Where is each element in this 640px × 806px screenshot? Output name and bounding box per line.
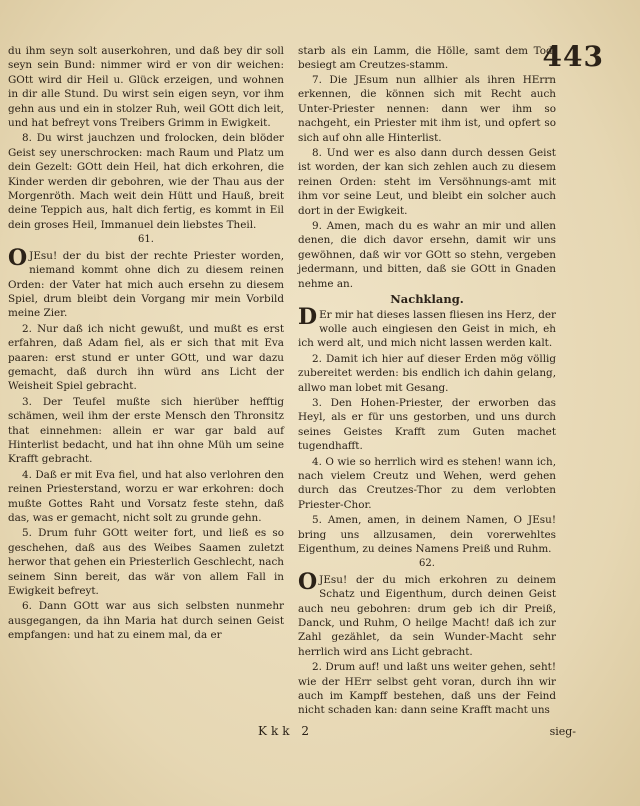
- left-column: [8, 44, 284, 644]
- verse: 5. Amen, amen, in deinem Namen, O JEsu! bring uns allzusamen, dein vorerwehltes Eigenthum, zu deines Namens Preiß und Ruhm.: [298, 514, 556, 555]
- hymn-opening-verse: DEr mir hat dieses lassen fliesen ins Herz, der wolle auch eingiesen den Geist in mich, eh ich werd alt, und mich nicht lassen werden kalt.: [298, 303, 556, 350]
- hymn-opening-verse: OJEsu! der du bist der rechte Priester worden, niemand kommt ohne dich zu diesem reinen Orden: der Vater hat mich auch ersehn zu diesem Spiel, drum bleibt dein Vorgang mir mein Vorbild meine Zier.: [8, 244, 284, 320]
- verse: 9. Amen, mach du es wahr an mir und allen denen, die dich davor ersehn, damit wir uns gewöhnen, daß wir vor GOtt so stehn, vergeben jedermann, und bitten, daß sie GOtt in Gnaden nehme an.: [298, 220, 556, 290]
- right-column: [298, 73, 556, 719]
- hymn-number: 61.: [138, 234, 154, 246]
- text-paragraph: du ihm seyn solt auserkohren, und daß bey dir soll seyn sein Bund: nimmer wird er von dir weichen: GOtt wird dir Heil u. Glück erzeigen, und wohnen in dir alle Stund. Du wirst sein eigen seyn, vor ihm gehn aus und ein in stolzer Ruh, weil GOtt dich leit, und hat befreyt vons Treibers Grimm in Ewigkeit.: [8, 45, 284, 130]
- verse: 5. Drum fuhr GOtt weiter fort, und ließ es so geschehen, daß aus des Weibes Saamen zuletzt herwor that gehen ein Priesterlich Geschlecht, nach seinem Sinn bereit, das wär von allem Fall in Ewigkeit befreyt.: [8, 527, 284, 598]
- verse: 3. Der Teufel mußte sich hierüber hefftig schämen, weil ihm der erste Mensch den Thronsitz that einnehmen: allein er war gar bald auf Hinterlist bedacht, und hat ihn ohne Müh um seine Krafft gebracht.: [8, 395, 284, 466]
- verse: 4. O wie so herrlich wird es stehen! wann ich, nach vielem Creutz und Wehen, werd gehen durch das Creutzes-Thor zu dem verlobten Priester-Chor.: [298, 455, 556, 511]
- hymn-opening-verse: OJEsu! der du mich erkohren zu deinem Schatz und Eigenthum, durch deinen Geist auch neu gebohren: drum geb ich dir Preiß, Danck, und Ruhm, O heilge Macht! daß ich zur Zahl gezählet, da sein Wunder-Macht sehr herrlich wird ans Licht gebracht.: [298, 568, 556, 658]
- section-heading: Nachklang.: [390, 292, 464, 307]
- verse: 7. Die JEsum nun allhier als ihren HErrn erkennen, die können sich mit Recht auch Unter-Priester nennen: dann wer ihm so nachgeht, ein Priester mit ihm ist, und opfert so sich auf ohn alle Hinterlist.: [298, 74, 556, 144]
- verse: 2. Nur daß ich nicht gewußt, und mußt es erst erfahren, daß Adam fiel, als er sich that mit Eva paaren: erst stund er unter GOtt, und war dazu gemacht, daß durch ihn würd ans Licht der Weisheit Spiel gebracht.: [8, 322, 284, 393]
- signature-mark: Kkk 2: [258, 724, 313, 738]
- verse: 2. Drum auf! und laßt uns weiter gehen, seht! wie der HErr selbst geht voran, durch ihn wir auch im Kampff bestehen, daß uns der Feind nicht schaden kan: dann seine Krafft macht uns: [298, 661, 556, 717]
- verse: 2. Damit ich hier auf dieser Erden mög völlig zubereitet werden: bis endlich ich dahin gelang, allwo man lobet mit Gesang.: [298, 352, 556, 394]
- verse: 6. Dann GOtt war aus sich selbsten nunmehr ausgegangen, da ihn Maria hat durch seinen Geist empfangen: und hat zu einem mal, da er: [8, 600, 284, 642]
- catchword: sieg-: [549, 725, 576, 738]
- verse: 3. Den Hohen-Priester, der erworben das Heyl, als er für uns gestorben, und uns durch seines Geistes Krafft zum Guten machet tugendhafft.: [298, 396, 556, 453]
- verse: 4. Daß er mit Eva fiel, und hat also verlohren den reinen Priesterstand, worzu er war erkohren: doch mußte Gottes Raht und Vorsatz feste stehn, daß das, was er gemacht, nicht solt zu grunde gehn.: [8, 468, 284, 524]
- verse: 8. Und wer es also dann durch dessen Geist ist worden, der kan sich zehlen auch zu diesem reinen Orden: steht im Versöhnungs-amt mit ihm vor seine Leut, und bleibt ein solcher auch dort in der Ewigkeit.: [298, 147, 556, 217]
- right-top-text: starb als ein Lamm, die Hölle, samt dem Tod, besiegt am Creutzes-stamm.: [298, 45, 556, 72]
- verse: 8. Du wirst jauchzen und frolocken, dein blöder Geist sey unerschrocken: mach Raum und Platz um dein Gezelt: GOtt dein Heil, hat dich erkohren, die Kinder werden dir gebohren, wie der Thau aus der Morgenröth. Mach weit dein Hütt und Hauß, breit deine Teppich aus, halt dich fertig, es kommt in Eil dein groses Heil, Immanuel dein liebstes Theil.: [8, 132, 284, 231]
- hymn-number: 62.: [419, 558, 435, 570]
- right-column-top: [298, 44, 556, 73]
- page-number: 443: [542, 40, 604, 73]
